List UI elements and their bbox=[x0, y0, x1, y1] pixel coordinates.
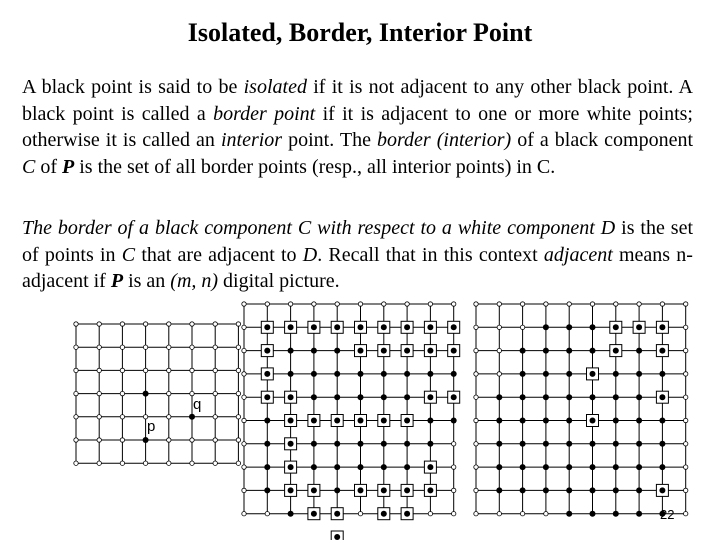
black-point bbox=[520, 371, 526, 377]
white-point bbox=[236, 368, 240, 372]
white-point bbox=[242, 372, 246, 376]
text-run: A black point is said to be bbox=[22, 76, 244, 98]
black-point bbox=[613, 418, 619, 424]
white-point bbox=[497, 302, 501, 306]
black-point bbox=[334, 487, 340, 493]
black-point bbox=[264, 371, 270, 377]
white-point bbox=[242, 302, 246, 306]
term-border-interior: border (interior) bbox=[377, 129, 512, 151]
white-point bbox=[544, 302, 548, 306]
black-point bbox=[404, 441, 410, 447]
black-point bbox=[358, 324, 364, 330]
black-point bbox=[496, 464, 502, 470]
white-point bbox=[213, 391, 217, 395]
black-point bbox=[143, 437, 149, 443]
white-point bbox=[474, 488, 478, 492]
white-point bbox=[190, 368, 194, 372]
black-point bbox=[543, 348, 549, 354]
white-point bbox=[143, 322, 147, 326]
black-point bbox=[311, 324, 317, 330]
black-point bbox=[636, 371, 642, 377]
white-point bbox=[74, 461, 78, 465]
white-point bbox=[497, 348, 501, 352]
black-point bbox=[543, 324, 549, 330]
black-point bbox=[358, 348, 364, 354]
white-point bbox=[236, 415, 240, 419]
term-interior: interior bbox=[220, 129, 283, 151]
white-point bbox=[120, 461, 124, 465]
term-adjacent: adjacent bbox=[543, 243, 613, 266]
text-run: is the set of all border points (resp., all interior points) in C. bbox=[74, 155, 556, 178]
white-point bbox=[265, 302, 269, 306]
black-point bbox=[520, 394, 526, 400]
black-point bbox=[636, 348, 642, 354]
white-point bbox=[288, 302, 292, 306]
black-point bbox=[566, 511, 572, 517]
white-point bbox=[242, 395, 246, 399]
black-point bbox=[404, 511, 410, 517]
black-point bbox=[451, 371, 457, 377]
black-point bbox=[451, 394, 457, 400]
white-point bbox=[382, 302, 386, 306]
black-point bbox=[334, 418, 340, 424]
black-point bbox=[590, 511, 596, 517]
text-run: . Recall that in this context bbox=[317, 243, 544, 266]
black-point bbox=[427, 394, 433, 400]
black-point bbox=[496, 394, 502, 400]
white-point bbox=[684, 512, 688, 516]
black-point bbox=[381, 371, 387, 377]
black-point bbox=[496, 418, 502, 424]
white-point bbox=[452, 302, 456, 306]
white-point bbox=[236, 461, 240, 465]
white-point bbox=[474, 348, 478, 352]
black-point bbox=[288, 418, 294, 424]
black-point bbox=[590, 348, 596, 354]
black-point bbox=[636, 441, 642, 447]
white-point bbox=[474, 442, 478, 446]
black-point bbox=[659, 418, 665, 424]
black-point bbox=[613, 487, 619, 493]
black-point bbox=[520, 441, 526, 447]
white-point bbox=[120, 345, 124, 349]
symbol-c: C bbox=[22, 155, 36, 178]
white-point bbox=[474, 512, 478, 516]
white-point bbox=[190, 461, 194, 465]
black-point bbox=[590, 487, 596, 493]
white-point bbox=[213, 322, 217, 326]
black-point bbox=[288, 464, 294, 470]
black-point bbox=[496, 441, 502, 447]
white-point bbox=[167, 415, 171, 419]
term-isolated: isolated bbox=[243, 76, 307, 98]
white-point bbox=[242, 488, 246, 492]
white-point bbox=[684, 348, 688, 352]
white-point bbox=[74, 391, 78, 395]
white-point bbox=[167, 438, 171, 442]
black-point bbox=[496, 487, 502, 493]
black-point bbox=[264, 418, 270, 424]
black-point bbox=[404, 464, 410, 470]
white-point bbox=[242, 465, 246, 469]
term-border-point: border point bbox=[213, 102, 316, 125]
text-run: digital picture. bbox=[218, 270, 340, 292]
black-point bbox=[659, 324, 665, 330]
black-point bbox=[520, 418, 526, 424]
black-point bbox=[427, 371, 433, 377]
white-point bbox=[74, 368, 78, 372]
white-point bbox=[520, 512, 524, 516]
white-point bbox=[167, 391, 171, 395]
black-point bbox=[590, 324, 596, 330]
white-point bbox=[614, 302, 618, 306]
black-point bbox=[427, 348, 433, 354]
black-point bbox=[659, 371, 665, 377]
white-point bbox=[236, 438, 240, 442]
white-point bbox=[143, 345, 147, 349]
white-point bbox=[520, 302, 524, 306]
white-point bbox=[684, 395, 688, 399]
black-point bbox=[427, 418, 433, 424]
white-point bbox=[143, 461, 147, 465]
black-point bbox=[613, 324, 619, 330]
white-point bbox=[474, 372, 478, 376]
black-point bbox=[288, 511, 294, 517]
black-point bbox=[334, 394, 340, 400]
black-point bbox=[451, 324, 457, 330]
white-point bbox=[74, 438, 78, 442]
black-point bbox=[566, 464, 572, 470]
black-point bbox=[613, 441, 619, 447]
grid-figure-left bbox=[74, 322, 241, 466]
black-point bbox=[404, 487, 410, 493]
black-point bbox=[189, 414, 195, 420]
white-point bbox=[242, 325, 246, 329]
white-point bbox=[684, 372, 688, 376]
text-run: that are adjacent to bbox=[135, 243, 303, 266]
black-point bbox=[358, 441, 364, 447]
black-point bbox=[381, 511, 387, 517]
black-point bbox=[334, 348, 340, 354]
black-point bbox=[543, 487, 549, 493]
white-point bbox=[236, 322, 240, 326]
black-point bbox=[543, 441, 549, 447]
black-point bbox=[381, 441, 387, 447]
italic-lead: The border of a black component C with respect to a white component D bbox=[22, 217, 616, 239]
black-point bbox=[264, 487, 270, 493]
white-point bbox=[120, 391, 124, 395]
symbol-d: D bbox=[302, 243, 318, 266]
black-point bbox=[566, 418, 572, 424]
white-point bbox=[167, 322, 171, 326]
white-point bbox=[520, 325, 524, 329]
white-point bbox=[97, 461, 101, 465]
white-point bbox=[213, 438, 217, 442]
black-point bbox=[334, 511, 340, 517]
white-point bbox=[312, 302, 316, 306]
white-point bbox=[637, 302, 641, 306]
white-point bbox=[684, 465, 688, 469]
black-point bbox=[358, 487, 364, 493]
white-point bbox=[120, 368, 124, 372]
black-point bbox=[659, 394, 665, 400]
black-point bbox=[288, 324, 294, 330]
white-point bbox=[190, 345, 194, 349]
black-point bbox=[381, 394, 387, 400]
black-point bbox=[264, 441, 270, 447]
black-point bbox=[404, 371, 410, 377]
white-point bbox=[684, 418, 688, 422]
text-run: point. The bbox=[282, 129, 378, 151]
white-point bbox=[120, 415, 124, 419]
white-point bbox=[97, 391, 101, 395]
black-point bbox=[613, 371, 619, 377]
slide-title: Isolated, Border, Interior Point bbox=[187, 18, 533, 47]
white-point bbox=[242, 348, 246, 352]
white-point bbox=[74, 345, 78, 349]
white-point bbox=[358, 302, 362, 306]
black-point bbox=[590, 394, 596, 400]
black-point bbox=[288, 394, 294, 400]
black-point bbox=[358, 418, 364, 424]
white-point bbox=[167, 368, 171, 372]
white-point bbox=[97, 438, 101, 442]
white-point bbox=[213, 368, 217, 372]
black-point bbox=[566, 487, 572, 493]
black-point bbox=[636, 511, 642, 517]
white-point bbox=[452, 442, 456, 446]
black-point bbox=[520, 348, 526, 354]
black-point bbox=[427, 441, 433, 447]
black-point bbox=[381, 348, 387, 354]
black-point bbox=[566, 324, 572, 330]
white-point bbox=[684, 442, 688, 446]
black-point bbox=[334, 371, 340, 377]
black-point bbox=[334, 441, 340, 447]
black-point bbox=[288, 371, 294, 377]
black-point bbox=[311, 394, 317, 400]
white-point bbox=[74, 415, 78, 419]
grid-figure-right bbox=[474, 302, 688, 517]
white-point bbox=[567, 302, 571, 306]
black-point bbox=[427, 324, 433, 330]
white-point bbox=[497, 372, 501, 376]
black-point bbox=[590, 464, 596, 470]
white-point bbox=[97, 415, 101, 419]
symbol-p: P bbox=[62, 155, 75, 178]
white-point bbox=[684, 325, 688, 329]
black-point bbox=[590, 418, 596, 424]
black-point bbox=[358, 464, 364, 470]
black-point bbox=[381, 464, 387, 470]
black-point bbox=[334, 324, 340, 330]
black-point bbox=[543, 418, 549, 424]
black-point bbox=[264, 394, 270, 400]
black-point bbox=[659, 348, 665, 354]
black-point bbox=[311, 464, 317, 470]
black-point bbox=[520, 464, 526, 470]
white-point bbox=[265, 512, 269, 516]
black-point bbox=[404, 348, 410, 354]
black-point bbox=[334, 534, 340, 540]
black-point bbox=[311, 348, 317, 354]
white-point bbox=[120, 438, 124, 442]
white-point bbox=[684, 302, 688, 306]
black-point bbox=[636, 418, 642, 424]
black-point bbox=[636, 324, 642, 330]
symbol-mn: (m, n) bbox=[170, 270, 219, 292]
white-point bbox=[167, 461, 171, 465]
black-point bbox=[659, 441, 665, 447]
black-point bbox=[451, 348, 457, 354]
black-point bbox=[288, 487, 294, 493]
text-run: if it is adjacent to one or more white points; otherwise it is called an bbox=[22, 102, 693, 151]
black-point bbox=[566, 441, 572, 447]
black-point bbox=[311, 487, 317, 493]
black-point bbox=[264, 348, 270, 354]
white-point bbox=[335, 302, 339, 306]
black-point bbox=[520, 487, 526, 493]
black-point bbox=[659, 487, 665, 493]
black-point bbox=[590, 371, 596, 377]
black-point bbox=[334, 464, 340, 470]
white-point bbox=[684, 488, 688, 492]
white-point bbox=[97, 345, 101, 349]
white-point bbox=[474, 418, 478, 422]
label-q: q bbox=[193, 396, 202, 413]
white-point bbox=[236, 391, 240, 395]
white-point bbox=[474, 302, 478, 306]
white-point bbox=[452, 465, 456, 469]
black-point bbox=[427, 464, 433, 470]
black-point bbox=[566, 394, 572, 400]
white-point bbox=[213, 415, 217, 419]
black-point bbox=[404, 394, 410, 400]
text-run: means n-adjacent if bbox=[22, 243, 693, 292]
black-point bbox=[543, 464, 549, 470]
white-point bbox=[660, 302, 664, 306]
white-point bbox=[358, 512, 362, 516]
black-point bbox=[311, 371, 317, 377]
label-p: p bbox=[147, 418, 156, 435]
black-point bbox=[566, 348, 572, 354]
white-point bbox=[544, 512, 548, 516]
black-point bbox=[659, 464, 665, 470]
white-point bbox=[497, 325, 501, 329]
symbol-p: P bbox=[110, 270, 124, 292]
text-run: is an bbox=[123, 270, 171, 292]
text-run: is the set of points in bbox=[22, 217, 693, 266]
black-point bbox=[264, 324, 270, 330]
white-point bbox=[497, 512, 501, 516]
black-point bbox=[613, 394, 619, 400]
black-point bbox=[311, 511, 317, 517]
white-point bbox=[428, 512, 432, 516]
white-point bbox=[474, 465, 478, 469]
black-point bbox=[264, 464, 270, 470]
black-point bbox=[381, 324, 387, 330]
white-point bbox=[590, 302, 594, 306]
black-point bbox=[613, 511, 619, 517]
black-point bbox=[288, 348, 294, 354]
black-point bbox=[636, 394, 642, 400]
black-point bbox=[381, 418, 387, 424]
white-point bbox=[213, 461, 217, 465]
black-point bbox=[311, 441, 317, 447]
black-point bbox=[381, 487, 387, 493]
text-run: of bbox=[35, 155, 63, 178]
white-point bbox=[190, 322, 194, 326]
black-point bbox=[543, 371, 549, 377]
white-point bbox=[405, 302, 409, 306]
black-point bbox=[311, 418, 317, 424]
white-point bbox=[474, 395, 478, 399]
text-run: of a black component bbox=[511, 129, 694, 151]
black-point bbox=[543, 394, 549, 400]
black-point bbox=[143, 391, 149, 397]
black-point bbox=[404, 418, 410, 424]
black-point bbox=[288, 441, 294, 447]
white-point bbox=[213, 345, 217, 349]
white-point bbox=[97, 322, 101, 326]
black-point bbox=[613, 464, 619, 470]
white-point bbox=[474, 325, 478, 329]
page-number: 22 bbox=[660, 507, 675, 522]
white-point bbox=[167, 345, 171, 349]
symbol-c: C bbox=[121, 243, 136, 266]
white-point bbox=[242, 442, 246, 446]
white-point bbox=[242, 418, 246, 422]
grid-figure-middle bbox=[242, 302, 460, 540]
text-run: if it is not adjacent to any other black point. A black point is called a bbox=[22, 76, 693, 125]
black-point bbox=[636, 464, 642, 470]
black-point bbox=[590, 441, 596, 447]
black-point bbox=[404, 324, 410, 330]
black-point bbox=[358, 394, 364, 400]
white-point bbox=[190, 438, 194, 442]
white-point bbox=[120, 322, 124, 326]
black-point bbox=[358, 371, 364, 377]
black-point bbox=[613, 348, 619, 354]
black-point bbox=[427, 487, 433, 493]
white-point bbox=[236, 345, 240, 349]
white-point bbox=[74, 322, 78, 326]
white-point bbox=[97, 368, 101, 372]
black-point bbox=[636, 487, 642, 493]
white-point bbox=[143, 368, 147, 372]
black-point bbox=[566, 371, 572, 377]
white-point bbox=[452, 512, 456, 516]
black-point bbox=[451, 418, 457, 424]
white-point bbox=[242, 512, 246, 516]
white-point bbox=[428, 302, 432, 306]
white-point bbox=[452, 488, 456, 492]
